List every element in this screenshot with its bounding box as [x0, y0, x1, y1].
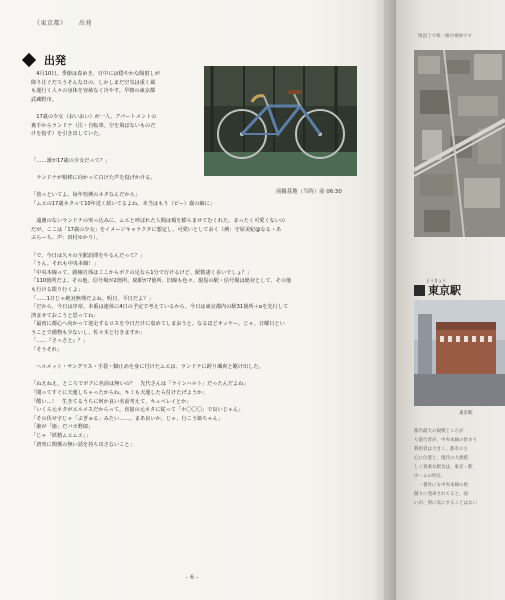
body-line: 「唐突に関係の無い話を持ち出さないこと」 — [31, 441, 135, 448]
intro-line: 17歳の少女（おいおい）が一人、アパートメントの — [31, 113, 157, 120]
station-ruby: とうきょう — [426, 278, 446, 283]
right-page-line: しく貴重な駅舎は、東京・駅 — [414, 465, 473, 470]
body-line — [31, 355, 366, 364]
body-line: 「誰が「姫」だバカ野郎」 — [31, 424, 94, 431]
body-line: 「酷い…！ 生きてるうちに何か良い名前考えて、キュベレイとか」 — [31, 398, 192, 405]
station-photo-caption: 東京駅 — [459, 411, 473, 416]
body-line: だが、ここは「17歳の少女」をイメージキャラクタに想定し、可愛いとしておく（例：守屋美紀@なる・あ — [31, 226, 282, 233]
body-line: 「で、今日は久々の全駅訪問をやるんだって？」 — [31, 252, 146, 259]
right-page-line: ホームの所在。 — [414, 474, 446, 479]
body-text — [31, 157, 366, 449]
right-page-line: 利用者は大きく、都市の主 — [414, 447, 468, 452]
station-heading — [414, 282, 461, 298]
body-line — [31, 372, 366, 381]
body-line: ぶらーち、声：田村ゆかり）。 — [31, 235, 102, 242]
right-page-line: 都内最大の規模ところが — [414, 429, 464, 434]
right-page-top-note: 地図上で唯一線が複線です — [418, 34, 472, 39]
body-line — [31, 183, 366, 192]
intro-line: 裏手からランドナ（注・自転車。空を飛ばないものだ — [31, 122, 156, 129]
section-title: 出発 — [44, 54, 66, 67]
right-page-line: 心に位置と、現代の大規模 — [414, 456, 468, 461]
station-photo — [414, 300, 505, 406]
body-line: 「……『さっさと』？」 — [31, 338, 89, 345]
intro-line: 武蔵野市。 — [31, 96, 57, 103]
body-line: 遠慮のないランドナの突っ込みに、ムエと呼ばれた人間は頬を膨らませてむくれた。まったく可愛くないの — [31, 218, 286, 225]
right-page-line: り旅行者が、中央本線の始まり — [414, 438, 477, 443]
body-line: 「うん。それも中央本線！」 — [31, 261, 99, 268]
body-line — [31, 243, 366, 252]
body-line: 「じゃ「妖精ムエムエ」」 — [31, 433, 91, 439]
right-page-line — [414, 418, 505, 427]
body-line: 「ムエの17歳ネタって10年近く続いてるよね。本当はもう（ピー）歳の癖に」 — [31, 200, 215, 207]
intro-line: も運行く人々の身体を容赦なく冷やす。早朝の東京都 — [31, 88, 156, 95]
intro-line: 4月10日。季節は春めき、日中には穏やかな陽射しが — [31, 71, 161, 77]
body-line: ヘルメット・サングラス・手袋・脚止めを身に付けたムエは、ランドナに跨り颯爽と駆け出した。 — [31, 364, 264, 371]
intro-line: 降り注ぐだろうそんな日の、しかしまだ空気は重く風 — [31, 79, 156, 86]
header-section: 出発 — [78, 20, 92, 27]
body-line: うことで備物も少ないし、佐々木と行きますか」 — [31, 329, 146, 336]
body-line: 「……1日じゃ絶対無理だよね。明日、平日だよ？」 — [31, 295, 154, 302]
header-series: 《東京都》 — [34, 20, 67, 27]
body-line: 「放っといてよ。毎年恒例のネタなんだから」 — [31, 192, 140, 199]
body-line: 「中央本線って、路線自体はここからボクの足なら1分で行けるけど、駅数凄く多いでしょ？」 — [31, 269, 253, 276]
aerial-map-photo — [414, 50, 505, 237]
diamond-bullet-icon — [22, 53, 36, 67]
body-line: ランドナが相棒に向かって白けた声を投げかける。 — [31, 175, 156, 182]
running-header — [34, 18, 102, 27]
section-title-row — [24, 52, 66, 68]
body-line: 「いくら元ネタがエルメスだからって。直接の元ネタに従って「ホ〇〇〇」で良いじゃん」 — [31, 407, 244, 414]
station-name: 東京駅 — [428, 284, 461, 297]
page-number: - 6 - — [186, 574, 198, 581]
body-line: 「だから、今日は序章。本番は連休に4日の予定で考えているから、今日は東京都内の駅31箇所＋αを先行して — [31, 304, 289, 311]
body-line: 「聞ってすぐに天運しちゃったからね。キミも天運したら付けたげようか」 — [31, 390, 208, 397]
body-line — [31, 166, 366, 175]
body-line: 「その伏せ字じゃ「ぶぎゅる」みたい……。まあ良いか。じゃ、行こう姫ちゃん」 — [31, 415, 223, 422]
body-line: 「最初に都心へ向かって逆走するロスを今日だけに収めてしまおうと。なるほどオッケー。じゃ、日曜日とい — [31, 321, 285, 328]
intro-line — [31, 104, 201, 113]
intro-line: けを指す）を引き出していた。 — [31, 131, 104, 138]
body-line — [31, 209, 366, 218]
body-line: 「……誰が17歳の少女だって？」 — [31, 158, 111, 164]
body-line: 「ねえねえ、ところでボクに名前は無いの？ 先代さんは「ラインハルト」だったんだよね」 — [31, 381, 249, 388]
map-illustration — [414, 50, 505, 237]
right-page-line: 限りに発車されてると、国 — [414, 492, 468, 497]
right-page-line: いが、別に気にすることはない — [414, 501, 477, 506]
body-line: も行ける限り行くよ」 — [31, 286, 83, 293]
intro-paragraph — [31, 70, 201, 139]
square-bullet-icon — [414, 285, 425, 296]
body-line: 「110箇所だよ。その他、信号場が2箇所、廃駅が7箇所、旧線も色々。現役の駅・信号場は絶対として、その他 — [31, 278, 292, 285]
station-illustration — [414, 300, 505, 406]
right-page-text — [414, 418, 505, 508]
body-line: 済ませておこうと思ってね」 — [31, 312, 99, 319]
right-page-line: 一番外にも中央本線の始 — [414, 483, 468, 488]
body-line: 「そうそれ」 — [31, 347, 63, 354]
photo-caption: 前輪基地（当時）前 06:30 — [276, 189, 342, 195]
